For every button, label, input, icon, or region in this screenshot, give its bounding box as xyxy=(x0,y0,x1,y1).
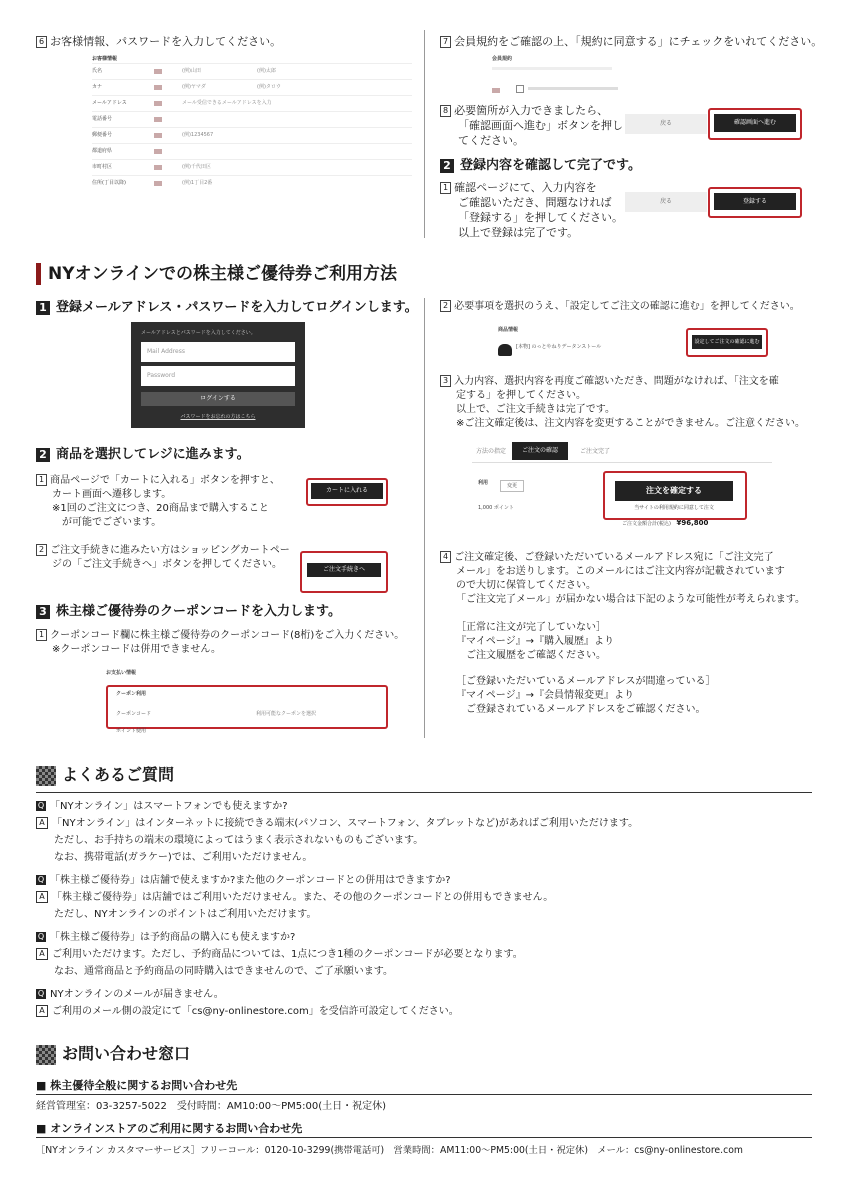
answer-text: ご利用いただけます。ただし、予約商品については、1点につき1種のクーポンコードが必要となります。 xyxy=(52,949,523,960)
q-icon: Q xyxy=(37,989,45,998)
faq-question xyxy=(36,800,288,814)
register-button[interactable]: 登録する xyxy=(714,193,796,210)
faq-answer-line xyxy=(54,851,312,865)
password-input[interactable]: Password xyxy=(141,366,295,386)
form-row-input-2[interactable]: (例)タロウ xyxy=(257,84,281,90)
settings-confirm-highlight xyxy=(686,328,768,357)
right-step-3-line3: 以上で、ご注文手続きは完了です。 xyxy=(456,404,615,415)
right-step-4-line2: メール」をお送りします。このメールにはご注文内容が記載されています xyxy=(456,566,785,577)
step-8-line3: てください。 xyxy=(458,134,524,147)
answer-text: ご利用のメール側の設定にて「cs@ny-onlinestore.com」を受信許可設定してください。 xyxy=(52,1006,459,1017)
login-panel xyxy=(131,322,305,428)
required-tag xyxy=(492,88,500,93)
faq-answer-line xyxy=(36,948,523,962)
faq-answer-line xyxy=(54,965,393,979)
change-button[interactable]: 変更 xyxy=(500,480,524,492)
tab-method: 方法の指定 xyxy=(476,448,507,455)
answer-text: ただし、NYオンラインのポイントはご利用いただけます。 xyxy=(54,909,317,920)
form-row-input[interactable]: (例)ヤマダ xyxy=(182,84,206,90)
answer-text: 「NYオンライン」はインターネットに接続できる端末(パソコン、スマートフォン、タブレットなど)があればご利用いただけます。 xyxy=(52,818,639,829)
faq-header xyxy=(36,764,174,786)
form-row-label: カナ xyxy=(92,84,103,90)
form-row-input-2[interactable]: (例)太郎 xyxy=(257,68,276,74)
question-text: 「株主様ご優待券」は予約商品の購入にも使えますか? xyxy=(50,932,296,943)
points-value: 1,000 ポイント xyxy=(478,505,514,511)
contact-sub-2: ■ オンラインストアのご利用に関するお問い合わせ先 xyxy=(36,1122,303,1135)
total-label: ご注文金額合計(税込) xyxy=(622,521,671,527)
payment-title: お支払い情報 xyxy=(106,670,137,676)
coupon-code-label: クーポンコード xyxy=(116,711,152,717)
q-icon: Q xyxy=(37,932,45,941)
left-step-2-1-line3: ※1回のご注文につき、20商品まで購入すること xyxy=(52,503,269,514)
product-info-title: 商品情報 xyxy=(498,327,519,333)
form-row-label: 郵便番号 xyxy=(92,132,113,138)
right-step-3-line4: ※ご注文確定後は、注文内容を変更することができません。ご注意ください。 xyxy=(456,418,805,429)
settings-confirm-button[interactable]: 設定してご注文の確認に進む xyxy=(692,335,762,349)
form-row-input[interactable]: メール受信できるメールアドレスを入力 xyxy=(182,100,272,106)
step-8: 8 必要箇所が入力できましたら、 xyxy=(440,103,608,118)
left-step-2-1-line4: が可能でございます。 xyxy=(52,517,162,528)
right-step-4-line4: 「ご注文完了メール」が届かない場合は下記のような可能性が考えられます。 xyxy=(456,594,805,605)
contact-rule-2 xyxy=(36,1137,812,1138)
cart-highlight xyxy=(306,478,388,506)
login-button[interactable]: ログインする xyxy=(141,392,295,406)
step-2-1-line3: 「登録する」を押してください。 xyxy=(458,211,623,224)
confirm-highlight xyxy=(708,108,802,140)
form-row-label: メールアドレス xyxy=(92,100,127,106)
form-row xyxy=(92,127,412,143)
terms-agree-text: 当サイトの利用規約に同意して注文 xyxy=(634,505,714,511)
a-icon: A xyxy=(36,817,48,829)
place-order-button[interactable]: 注文を確定する xyxy=(615,481,733,501)
required-tag xyxy=(154,181,162,186)
right-step-4-line3: ので大切に保管してください。 xyxy=(456,580,596,591)
email-input[interactable]: Mail Address xyxy=(141,342,295,362)
checkout-highlight xyxy=(300,551,388,593)
back-button-2[interactable]: 戻る xyxy=(625,192,707,212)
use-label: 利用 xyxy=(478,480,489,486)
column-divider xyxy=(424,30,425,238)
terms-title: 会員規約 xyxy=(492,56,513,62)
q-icon: Q xyxy=(37,875,45,884)
step-text: お客様情報、パスワードを入力してください。 xyxy=(50,35,282,48)
faq-rule xyxy=(36,792,812,793)
step-2-1-line4: 以上で登録は完了です。 xyxy=(458,226,579,239)
faq-answer-line xyxy=(54,908,317,922)
form-title: お客様情報 xyxy=(92,56,118,62)
register-highlight xyxy=(708,187,802,218)
login-prompt: メールアドレスとパスワードを入力してください。 xyxy=(141,330,256,336)
left-step-2-1: 1 商品ページで「カートに入れる」ボタンを押すと、 xyxy=(36,474,280,488)
step-number: 8 xyxy=(440,105,451,117)
tab-complete: ご注文完了 xyxy=(580,448,611,455)
form-row-label: 住所(丁目以降) xyxy=(92,180,126,186)
section-title-bar xyxy=(36,263,41,285)
form-row xyxy=(92,95,412,111)
required-tag xyxy=(154,85,162,90)
step-2-header: 2 登録内容を確認して完了です。 xyxy=(440,157,641,175)
left-step-2-1-line2: カート画面へ遷移します。 xyxy=(52,489,172,500)
case2-line3: ご登録されているメールアドレスをご確認ください。 xyxy=(456,704,706,715)
right-step-4: 4 ご注文確定後、ご登録いただいているメールアドレス宛に「ご注文完了 xyxy=(440,551,774,565)
step-8-line2: 「確認画面へ進む」ボタンを押し xyxy=(458,119,623,132)
contact-sub-1: ■ 株主優待全般に関するお問い合わせ先 xyxy=(36,1079,238,1092)
faq-answer-line xyxy=(36,817,638,831)
faq-question xyxy=(36,874,451,888)
confirm-screen-button[interactable]: 確認画面へ進む xyxy=(714,114,796,132)
question-text: 「NYオンライン」はスマートフォンでも使えますか? xyxy=(50,801,288,812)
product-name: [本物] のっとやねりデータンストール xyxy=(516,344,602,350)
q-icon: Q xyxy=(37,801,45,810)
forgot-password-link[interactable]: パスワードをお忘れの方はこちら xyxy=(180,414,256,420)
step-7 xyxy=(440,34,822,49)
customer-form-mock xyxy=(92,56,412,196)
coupon-use-label: クーポン利用 xyxy=(116,691,147,697)
checker-icon xyxy=(36,766,56,786)
contact-header xyxy=(36,1043,190,1065)
left-step-3-1-line2: ※クーポンコードは併用できません。 xyxy=(52,644,221,655)
order-total xyxy=(622,520,708,528)
required-tag xyxy=(154,117,162,122)
required-tag xyxy=(154,165,162,170)
back-button[interactable]: 戻る xyxy=(625,114,707,134)
contact-rule-1 xyxy=(36,1094,812,1095)
form-row-input[interactable]: (例)千代田区 xyxy=(182,164,211,170)
form-row xyxy=(92,143,412,159)
a-icon: A xyxy=(36,948,48,960)
form-row-label: 都道府県 xyxy=(92,148,113,154)
contact-title: お問い合わせ窓口 xyxy=(62,1044,191,1063)
faq-answer-line xyxy=(36,1005,459,1019)
checker-icon xyxy=(36,1045,56,1065)
answer-text: なお、通常商品と予約商品の同時購入はできませんので、ご了承願います。 xyxy=(54,966,393,977)
product-thumbnail-icon xyxy=(498,344,512,356)
step-6 xyxy=(36,34,281,49)
tab-confirm: ご注文の確認 xyxy=(512,442,568,460)
order-steps-tabs xyxy=(472,440,772,463)
faq-question xyxy=(36,988,224,1002)
form-row xyxy=(92,111,412,127)
form-row-input[interactable]: (例)1234567 xyxy=(182,132,214,138)
answer-text: ただし、お手持ちの端末の環境によってはうまく表示されないものもございます。 xyxy=(54,835,424,846)
form-row xyxy=(92,159,412,175)
left-step-1: 1 登録メールアドレス・パスワードを入力してログインします。 xyxy=(36,299,418,317)
question-text: NYオンラインのメールが届きません。 xyxy=(50,989,224,1000)
agree-checkbox[interactable] xyxy=(516,85,524,93)
right-step-3-line2: 定する」を押してください。 xyxy=(456,390,586,401)
answer-text: 「株主様ご優待券」は店舗ではご利用いただけません。また、その他のクーポンコードとの併用もできません。 xyxy=(52,892,554,903)
form-row-label: 氏名 xyxy=(92,68,103,74)
terms-mock xyxy=(492,56,802,90)
form-row-label: 電話番号 xyxy=(92,116,113,122)
required-tag xyxy=(154,69,162,74)
case2-line1: ［ご登録いただいているメールアドレスが間違っている］ xyxy=(456,676,716,687)
faq-answer-line xyxy=(54,834,423,848)
total-value: ¥96,800 xyxy=(676,519,709,527)
case1-line2: 『マイページ』→『購入履歴』より xyxy=(456,636,614,647)
coupon-highlight xyxy=(106,685,388,729)
required-tag xyxy=(154,101,162,106)
case1-line1: ［正常に注文が完了していない］ xyxy=(456,622,606,633)
left-step-2: 2 商品を選択してレジに進みます。 xyxy=(36,446,250,464)
left-step-3: 3 株主様ご優待券のクーポンコードを入力します。 xyxy=(36,603,341,621)
order-confirm-highlight xyxy=(603,471,747,520)
form-row-input[interactable]: (例)山田 xyxy=(182,68,201,74)
form-row xyxy=(92,63,412,79)
case1-line3: ご注文履歴をご確認ください。 xyxy=(456,650,606,661)
left-step-2-2: 2 ご注文手続きに進みたい方はショッピングカートペー xyxy=(36,544,290,558)
required-tag xyxy=(154,149,162,154)
a-icon: A xyxy=(36,1005,48,1017)
question-text: 「株主様ご優待券」は店舗で使えますか?また他のクーポンコードとの併用はできますか? xyxy=(50,875,451,886)
step-2-1-line2: ご確認いただき、問題なければ xyxy=(458,196,612,209)
faq-answer-line xyxy=(36,891,553,905)
faq-question xyxy=(36,931,295,945)
required-tag xyxy=(154,133,162,138)
coupon-code-select[interactable]: 利用可能なクーポンを選択 xyxy=(256,711,317,717)
form-row-input[interactable]: (例)1丁目2番 xyxy=(182,180,213,186)
case2-line2: 『マイページ』→『会員情報変更』より xyxy=(456,690,634,701)
step-text: 会員規約をご確認の上、「規約に同意する」にチェックをいれてください。 xyxy=(454,35,823,48)
left-step-2-2-line2: ジの「ご注文手続きへ」ボタンを押してください。 xyxy=(52,559,282,570)
faq-title: よくあるご質問 xyxy=(62,765,175,784)
checkout-button[interactable]: ご注文手続きへ xyxy=(307,563,381,577)
section-title: NYオンラインでの株主様ご優待券ご利用方法 xyxy=(48,264,398,284)
form-row xyxy=(92,79,412,95)
add-to-cart-button[interactable]: カートに入れる xyxy=(311,483,383,499)
right-step-3: 3 入力内容、選択内容を再度ご確認いただき、問題がなければ、「注文を確 xyxy=(440,375,779,389)
answer-text: なお、携帯電話(ガラケー)では、ご利用いただけません。 xyxy=(54,852,313,863)
step-number: 7 xyxy=(440,36,451,48)
points-label: ポイント使用 xyxy=(116,728,147,734)
step-2-1: 1 確認ページにて、入力内容を xyxy=(440,180,597,195)
contact-line-2: ［NYオンライン カスタマーサービス］フリーコール：0120-10-3299(携帯電話可) 営業時間：AM11:00〜PM5:00(土日・祝定休) メール：cs@ny-onlinestore.com xyxy=(36,1145,743,1156)
left-step-3-1: 1 クーポンコード欄に株主様ご優待券のクーポンコード(8桁)をご入力ください。 xyxy=(36,629,404,643)
form-row-label: 市町村区 xyxy=(92,164,113,170)
contact-line-1: 経営管理室：03-3257-5022 受付時間：AM10:00〜PM5:00(土日・祝定休) xyxy=(36,1101,387,1112)
right-step-2: 2 必要事項を選択のうえ、「設定してご注文の確認に進む」を押してください。 xyxy=(440,300,800,314)
a-icon: A xyxy=(36,891,48,903)
step-number: 6 xyxy=(36,36,47,48)
column-divider-2 xyxy=(424,298,425,738)
form-row xyxy=(92,175,412,191)
